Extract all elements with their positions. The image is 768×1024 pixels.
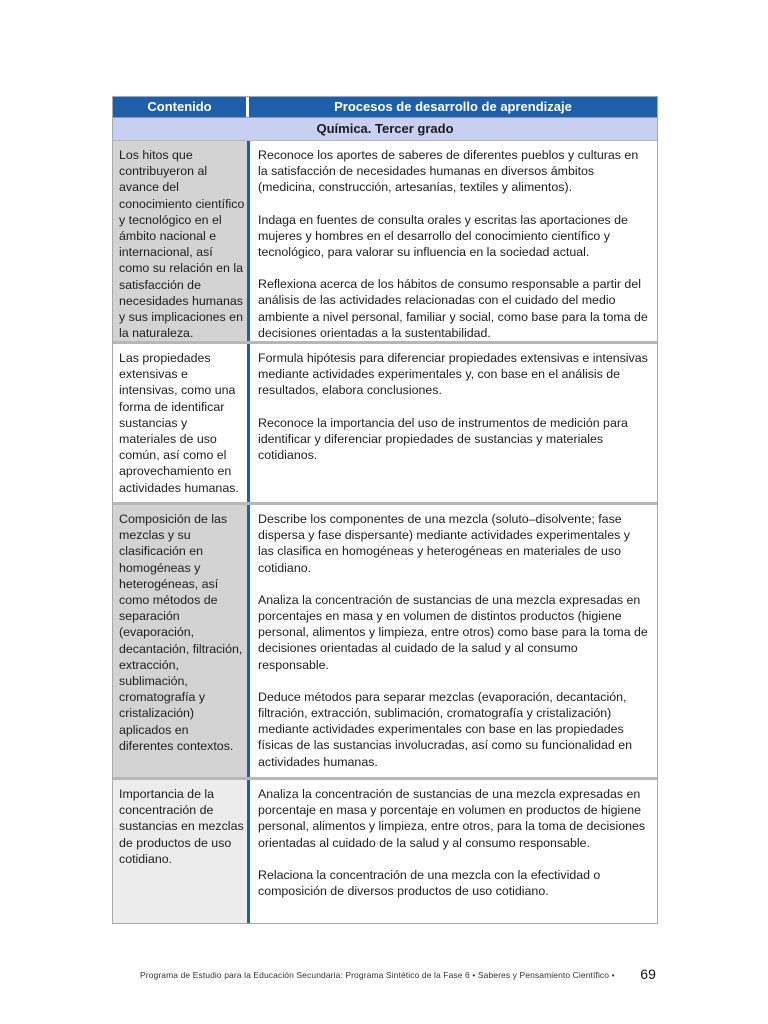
- contenido-cell: Importancia de la concentración de sustancias en mezclas de productos de uso cotidiano.: [113, 780, 250, 923]
- footer-text: Programa de Estudio para la Educación Secundaria: Programa Sintético de la Fase 6 • Saberes y Pensamiento Científico •: [140, 970, 615, 980]
- procesos-cell: [250, 505, 657, 777]
- header-procesos: Procesos de desarrollo de aprendizaje: [334, 99, 572, 114]
- proceso-paragraph: Formula hipótesis para diferenciar propiedades extensivas e intensivas mediante actividades experimentales y, con base en el análisis de resultados, elabora conclusiones.: [258, 351, 648, 398]
- page-footer: [140, 966, 656, 984]
- proceso-paragraph: Reconoce los aportes de saberes de diferentes pueblos y culturas en la satisfacción de necesidades humanas en diversos ámbitos (medicina, construcción, artesanías, textiles y alimentos).: [258, 148, 639, 195]
- table-subheader: Química. Tercer grado: [113, 117, 657, 140]
- procesos-cell: [250, 344, 657, 502]
- table-row: [113, 140, 657, 341]
- table-header: [113, 97, 657, 117]
- proceso-paragraph: Reconoce la importancia del uso de instrumentos de medición para identificar y diferenciar propiedades de sustancias y materiales cotidianos.: [258, 415, 628, 463]
- proceso-paragraph: Describe los componentes de una mezcla (soluto–disolvente; fase dispersa y fase dispersante) mediante actividades experimentales y las clasifica en homogéneas y heterogéneas en materiales de uso cotidiano.: [258, 512, 630, 575]
- table-row: [113, 502, 657, 777]
- table-row: [113, 341, 657, 502]
- proceso-paragraph: Reflexiona acerca de los hábitos de consumo responsable a partir del análisis de las actividades relacionadas con el cuidado del medio ambiente a nivel personal, familiar y social, como base para la toma de decisiones orientadas a la sustentabilidad.: [258, 277, 648, 340]
- proceso-paragraph: Relaciona la concentración de una mezcla con la efectividad o composición de diversos productos de uso cotidiano.: [258, 867, 601, 899]
- proceso-paragraph: Analiza la concentración de sustancias de una mezcla expresadas en porcentaje en masa y porcentaje en volumen en productos de higiene personal, alimentos y limpieza, entre otros, para la toma de decisiones orientadas al cuidado de la salud y al consumo responsable.: [258, 787, 646, 850]
- curriculum-table: [112, 96, 658, 924]
- contenido-cell: Las propiedades extensivas e intensivas, como una forma de identificar sustancias y materiales de uso común, así como el aprovechamiento en actividades humanas.: [113, 344, 250, 502]
- page-number: 69: [640, 966, 656, 982]
- procesos-cell: [250, 780, 657, 923]
- contenido-cell: Los hitos que contribuyeron al avance del conocimiento científico y tecnológico en el ámbito nacional e internacional, así como su relación en la satisfacción de necesidades humanas y sus implicaciones en la naturaleza.: [113, 141, 250, 341]
- contenido-cell: Composición de las mezclas y su clasificación en homogéneas y heterogéneas, así como métodos de separación (evaporación, decantación, filtración, extracción, sublimación, cromatografía y cristalización) aplicados en diferentes contextos.: [113, 505, 250, 777]
- table-row: [113, 777, 657, 923]
- procesos-cell: [250, 141, 657, 341]
- header-contenido: Contenido: [113, 97, 249, 117]
- proceso-paragraph: Indaga en fuentes de consulta orales y escritas las aportaciones de mujeres y hombres en el desarrollo del conocimiento científico y tecnológico, para valorar su influencia en la sociedad actual.: [258, 212, 628, 260]
- proceso-paragraph: Analiza la concentración de sustancias de una mezcla expresadas en porcentajes en masa y en volumen de distintos productos (higiene personal, alimentos y limpieza, entre otros) como base para la toma de decisiones orientadas al cuidado de la salud y al consumo responsable.: [258, 592, 648, 672]
- proceso-paragraph: Deduce métodos para separar mezclas (evaporación, decantación, filtración, extracción, sublimación, cromatografía y cristalización) mediante actividades experimentales con base en las propiedades físicas de las sustancias involucradas, así como su funcionalidad en actividades humanas.: [258, 689, 632, 769]
